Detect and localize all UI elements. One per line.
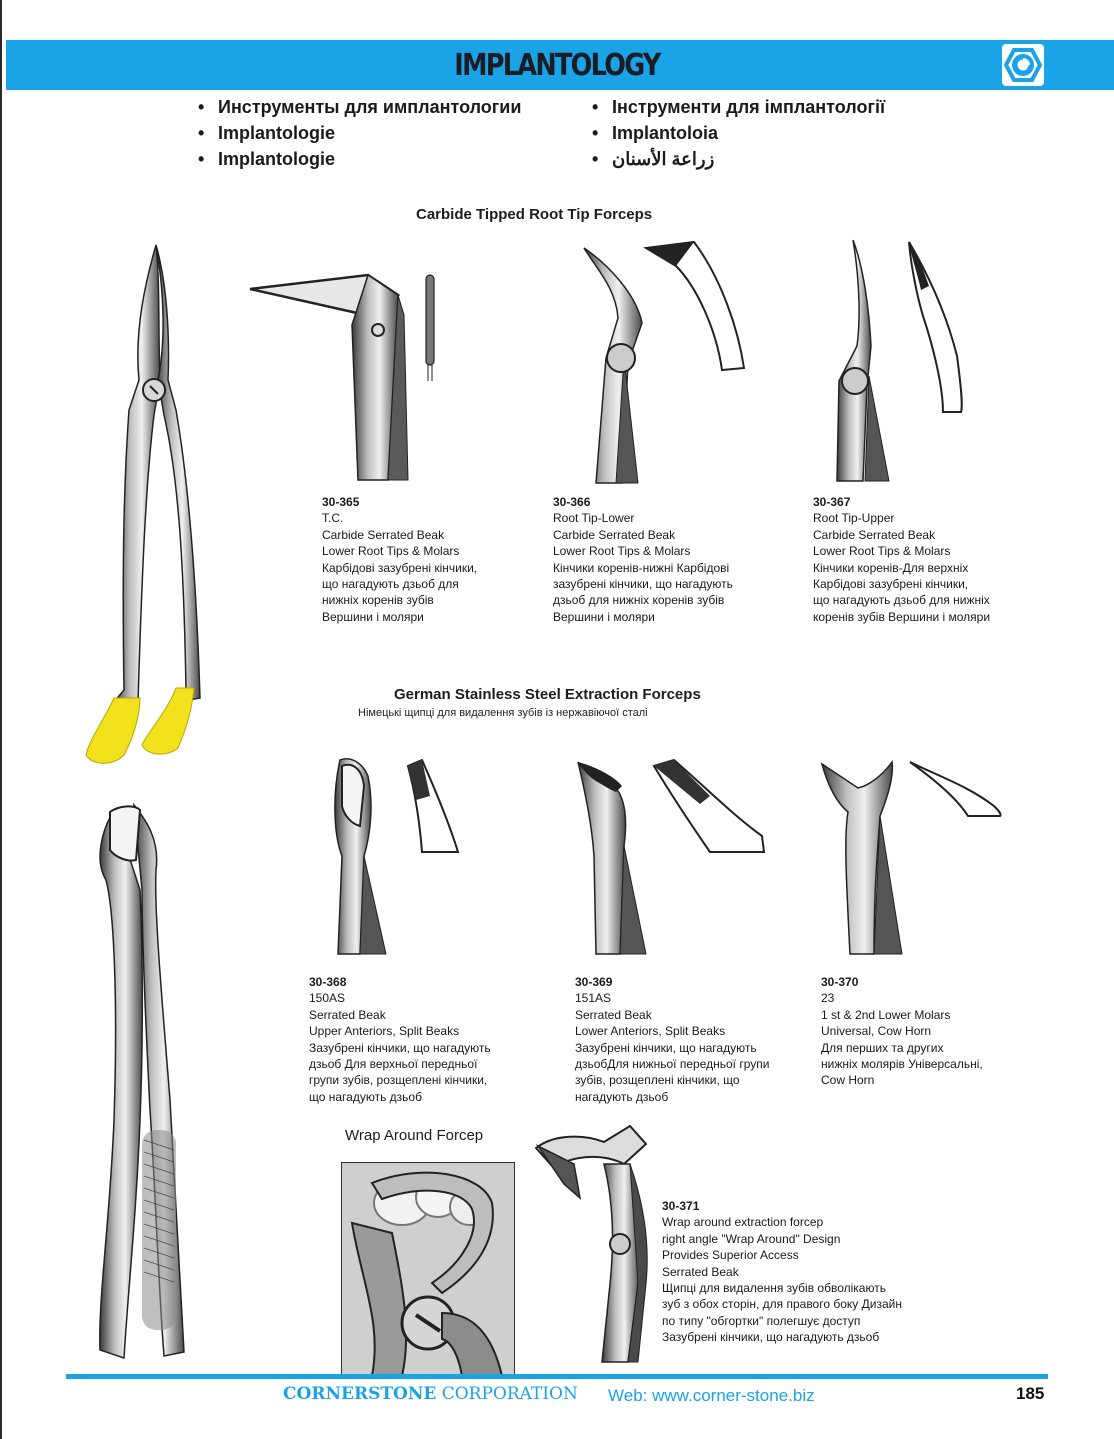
product-line: нижніх коренів зубів (322, 593, 434, 608)
product-line: Lower Root Tips & Molars (553, 544, 691, 559)
product-line: Lower Anteriors, Split Beaks (575, 1024, 726, 1039)
product-30-367 (813, 494, 990, 625)
product-line: дзьобДля нижньої передньої групи (575, 1057, 770, 1072)
language-item: • Implantologie (196, 120, 521, 146)
product-line: дзьоб для нижніх коренів зубів (553, 593, 725, 608)
product-code: 30-366 (553, 495, 591, 509)
product-line: групи зубів, розщеплені кінчики, (309, 1073, 488, 1088)
footer-brand-rest: CORPORATION (436, 1384, 578, 1404)
product-code: 30-365 (322, 495, 360, 509)
product-code: 30-368 (309, 975, 347, 989)
forceps-30-371-image (534, 1124, 664, 1364)
product-line: що нагадують дзьоб (309, 1089, 422, 1104)
product-30-366 (553, 494, 733, 625)
product-code: 30-370 (821, 975, 859, 989)
forceps-30-370-image (818, 756, 1018, 956)
forceps-30-368-image (330, 756, 470, 956)
product-line: Вершини і моляри (553, 609, 655, 624)
product-line: Кінчики коренів-нижні Карбідові (553, 560, 730, 575)
page-title: IMPLANTOLOGY (454, 48, 660, 83)
product-30-368 (309, 974, 491, 1105)
product-line: Upper Anteriors, Split Beaks (309, 1024, 460, 1039)
product-line: Wrap around extraction forcep (662, 1215, 824, 1230)
product-line: Lower Root Tips & Molars (322, 544, 460, 559)
product-line: Lower Root Tips & Molars (813, 544, 951, 559)
footer-brand-bold: CORNERSTONE (283, 1384, 437, 1404)
product-line: по типу "обгортки" полегшує доступ (662, 1313, 861, 1328)
product-code: 30-369 (575, 975, 613, 989)
product-line: нижніх молярів Універсальні, (821, 1057, 983, 1072)
product-30-365 (322, 494, 477, 625)
product-line: Universal, Cow Horn (821, 1024, 932, 1039)
product-line: Для перших та других (821, 1040, 944, 1055)
language-item: • زراعة الأسنان (590, 146, 885, 172)
large-root-tip-forceps-image (84, 240, 204, 770)
wrap-around-photo (341, 1162, 515, 1377)
product-code: 30-371 (662, 1199, 700, 1213)
product-line: 23 (821, 991, 835, 1006)
product-30-369 (575, 974, 769, 1105)
product-line: коренів зубів Вершини і моляри (813, 609, 991, 624)
product-line: зубів, розщеплені кінчики, що (575, 1073, 740, 1088)
product-line: зазубрені кінчики, що нагадують (553, 577, 733, 592)
forceps-30-365-image (248, 255, 448, 485)
product-line: 151AS (575, 991, 612, 1006)
product-line: Serrated Beak (575, 1007, 652, 1022)
product-line: Root Tip-Upper (813, 511, 895, 526)
product-line: нагадують дзьоб (575, 1089, 669, 1104)
language-item: • Инструменты для имплантологии (196, 94, 521, 120)
forceps-30-367-image (833, 236, 1033, 486)
section-title-extraction: German Stainless Steel Extraction Forceps (394, 686, 701, 703)
product-line: Зазубрені кінчики, що нагадують (575, 1040, 757, 1055)
product-line: Provides Superior Access (662, 1248, 799, 1263)
section-title-wrap: Wrap Around Forcep (345, 1127, 484, 1144)
product-line: right angle "Wrap Around" Design (662, 1231, 841, 1246)
product-code: 30-367 (813, 495, 851, 509)
product-line: Serrated Beak (662, 1264, 739, 1279)
cornerstone-logo-icon (1002, 44, 1044, 86)
product-line: Carbide Serrated Beak (553, 527, 676, 542)
page-left-rule (0, 0, 2, 1439)
product-line: Carbide Serrated Beak (813, 527, 936, 542)
product-line: Зазубрені кінчики, що нагадують дзьоб (662, 1330, 880, 1345)
product-line: Щипці для видалення зубів обволікають (662, 1281, 886, 1296)
section-subtitle-extraction: Німецькі щипці для видалення зубів із нержавіючої сталі (358, 707, 648, 719)
language-item: • Implantoloia (590, 120, 885, 146)
language-list-right (590, 94, 885, 172)
product-line: що нагадують дзьоб для нижніх (813, 593, 990, 608)
product-line: Кінчики коренів-Для верхніх (813, 560, 969, 575)
product-line: дзьоб Для верхньої передньої (309, 1057, 478, 1072)
product-line: 150AS (309, 991, 346, 1006)
page-number: 185 (1016, 1384, 1045, 1403)
product-line: Carbide Serrated Beak (322, 527, 445, 542)
language-item: • Інструменти для імплантології (590, 94, 885, 120)
product-line: що нагадують дзьоб для (322, 577, 459, 592)
language-list-left (196, 94, 521, 172)
product-line: Cow Horn (821, 1073, 875, 1088)
product-line: Карбідові зазубрені кінчики, (813, 577, 969, 592)
product-line: T.C. (322, 511, 344, 526)
footer-rule (66, 1374, 1048, 1379)
footer-web-link[interactable]: Web: www.corner-stone.biz (608, 1386, 815, 1405)
large-extraction-forceps-image (84, 800, 194, 1370)
product-line: Зазубрені кінчики, що нагадують (309, 1040, 491, 1055)
section-title-root-tip: Carbide Tipped Root Tip Forceps (416, 206, 653, 223)
product-line: Вершини і моляри (322, 609, 424, 624)
product-line: зуб з обох сторін, для правого боку Дизайн (662, 1297, 902, 1312)
forceps-30-369-image (574, 756, 774, 956)
product-line: 1 st & 2nd Lower Molars (821, 1007, 951, 1022)
product-30-370 (821, 974, 983, 1089)
product-line: Serrated Beak (309, 1007, 386, 1022)
product-30-371 (662, 1198, 902, 1346)
footer-brand (283, 1384, 578, 1404)
forceps-30-366-image (576, 238, 776, 488)
language-item: • Implantologie (196, 146, 521, 172)
product-line: Root Tip-Lower (553, 511, 635, 526)
product-line: Карбідові зазубрені кінчики, (322, 560, 478, 575)
